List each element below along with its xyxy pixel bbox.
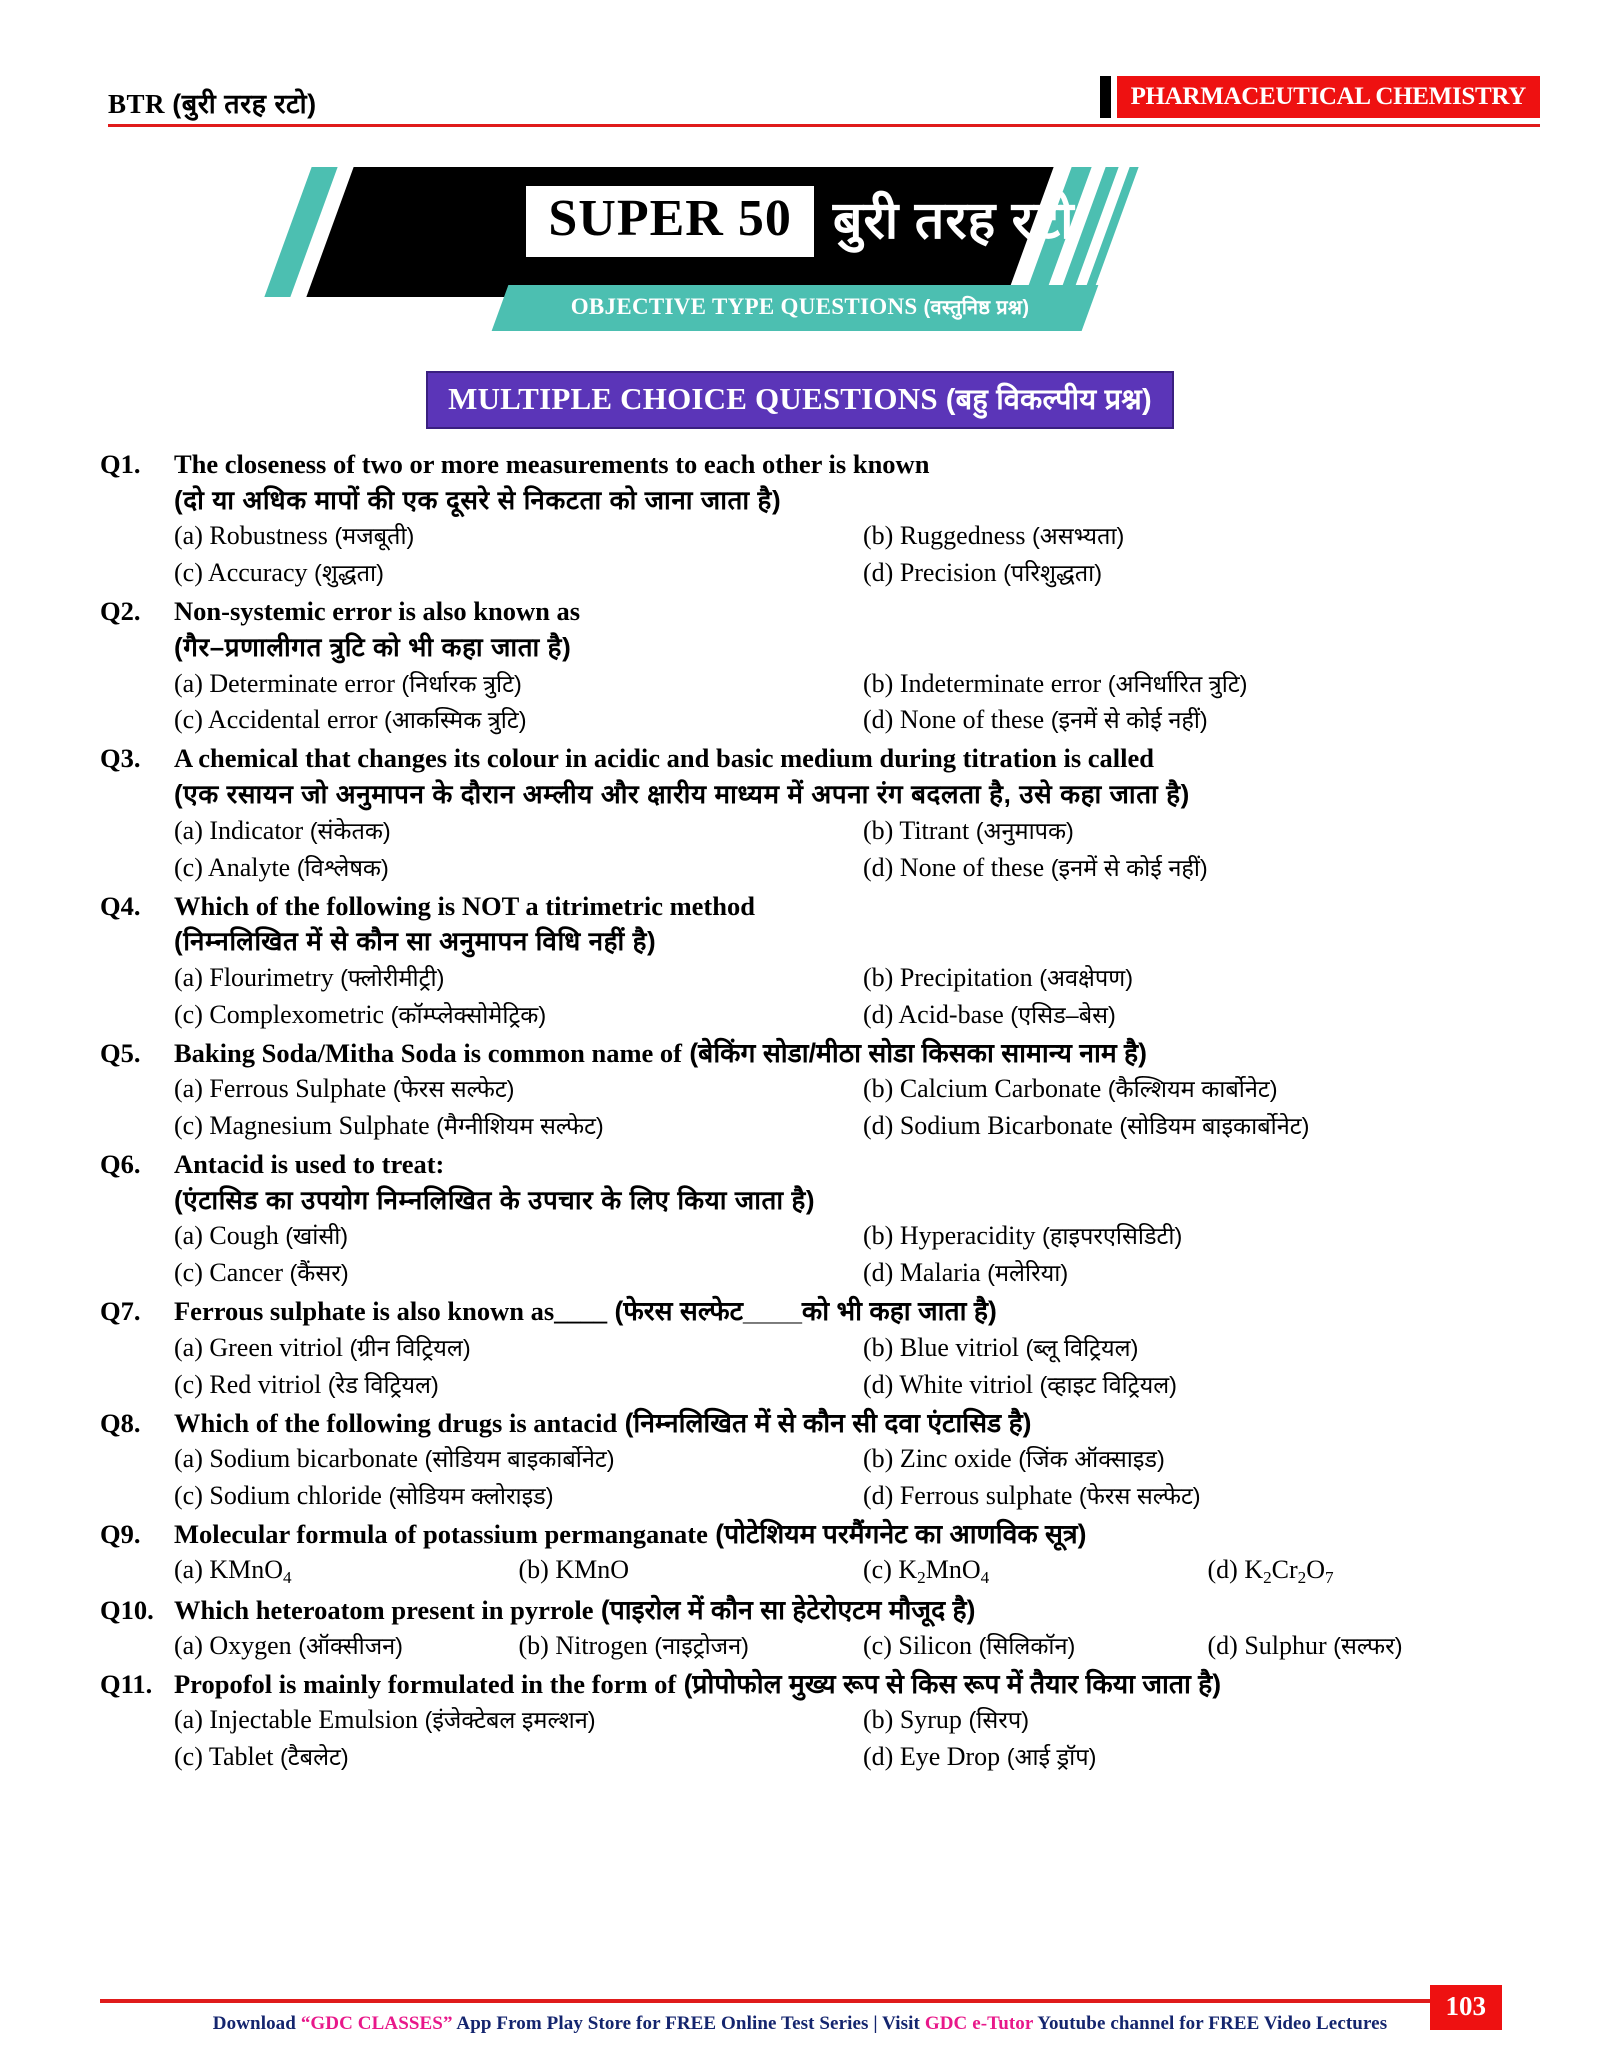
option-d[interactable] xyxy=(863,1108,1542,1145)
question-block xyxy=(100,1036,1542,1145)
option-a[interactable] xyxy=(174,518,853,555)
option-b[interactable] xyxy=(863,960,1542,997)
option-label-en: (b) Ruggedness xyxy=(863,521,1032,551)
option-grid xyxy=(174,1218,1542,1292)
option-a[interactable] xyxy=(174,960,853,997)
footer-part-1: Download xyxy=(212,2013,301,2034)
option-label-en: (b) Precipitation xyxy=(863,962,1040,992)
question-text xyxy=(174,594,1542,630)
header-divider xyxy=(108,124,1540,127)
footer-divider xyxy=(100,1999,1502,2003)
option-grid xyxy=(174,666,1542,740)
option-b[interactable] xyxy=(863,813,1542,850)
question-text-hi: (पाइरोल में कौन सा हेटेरोएटम मौजूद है) xyxy=(593,1594,976,1625)
option-label-en: (d) Acid-base xyxy=(863,999,1011,1029)
question-text xyxy=(174,1406,1542,1442)
question-heading xyxy=(100,1517,1542,1553)
question-number: Q3. xyxy=(100,743,141,774)
option-label-hi: (टैबलेट) xyxy=(279,1744,349,1771)
option-c[interactable] xyxy=(174,555,853,592)
option-label-en: (a) Robustness xyxy=(174,521,335,551)
option-label-hi: (कैल्शियम कार्बोनेट) xyxy=(1107,1076,1278,1103)
option-label-en: (b) Hyperacidity xyxy=(863,1221,1043,1251)
option-a[interactable]: (a) KMnO$_4$ xyxy=(174,1555,292,1588)
option-label-en: (c) Silicon xyxy=(863,1631,979,1661)
question-heading xyxy=(100,1294,1542,1330)
question-text-hi: (दो या अधिक मापों की एक दूसरे से निकटता को जाना जाता है) xyxy=(174,484,782,515)
option-label-en: (c) Magnesium Sulphate xyxy=(174,1111,437,1141)
option-label-hi: (फेरस सल्फेट) xyxy=(392,1076,515,1103)
option-label-en: (c) Red vitriol xyxy=(174,1369,328,1399)
option-c[interactable] xyxy=(174,850,853,887)
option-c[interactable] xyxy=(174,1739,853,1776)
question-number: Q8. xyxy=(100,1407,141,1438)
option-label-hi: (कैंसर) xyxy=(289,1260,349,1287)
option-label-hi: (इनमें से कोई नहीं) xyxy=(1050,854,1208,881)
option-label-hi: (नाइट्रोजन) xyxy=(654,1633,749,1660)
question-text-en: Antacid is used to treat: xyxy=(174,1149,445,1180)
option-grid xyxy=(174,813,1542,887)
option-label-hi: (आकस्मिक त्रुटि) xyxy=(384,707,527,734)
question-block xyxy=(100,889,1542,1034)
option-label-en: (c) Cancer xyxy=(174,1258,290,1288)
option-label-hi: (जिंक ऑक्साइड) xyxy=(1018,1446,1165,1473)
option-label-hi: (व्हाइट विट्रियल) xyxy=(1039,1371,1178,1398)
banner-objective-bar xyxy=(492,285,1099,331)
option-label-hi: (फेरस सल्फेट) xyxy=(1078,1482,1201,1509)
option-a[interactable] xyxy=(174,1071,853,1108)
question-number: Q9. xyxy=(100,1518,141,1549)
option-a[interactable] xyxy=(174,1441,853,1478)
option-c[interactable] xyxy=(174,1255,853,1292)
question-text xyxy=(174,1593,1542,1629)
question-text-en: Propofol is mainly formulated in the form of xyxy=(174,1668,677,1699)
option-label-hi: (अवक्षेपण) xyxy=(1039,964,1134,991)
option-label-hi: (इनमें से कोई नहीं) xyxy=(1050,707,1208,734)
option-label-en: (d) White vitriol xyxy=(863,1369,1040,1399)
option-label-hi: (खांसी) xyxy=(285,1223,349,1250)
option-label-hi: (सिरप) xyxy=(968,1707,1030,1734)
option-label-en: (d) Sulphur xyxy=(1207,1631,1334,1661)
option-label-en: (b) Blue vitriol xyxy=(863,1332,1026,1362)
question-number: Q1. xyxy=(100,449,141,479)
option-b[interactable] xyxy=(863,518,1542,555)
question-text-hi: (प्रोपोफोल मुख्य रूप से किस रूप में तैयार किया जाता है) xyxy=(676,1668,1222,1699)
question-text xyxy=(174,1036,1542,1072)
option-label-en: (b) Calcium Carbonate xyxy=(863,1074,1108,1104)
footer-part-2: App From Play Store for FREE Online Test Series | Visit xyxy=(452,2013,925,2034)
question-text-hi: (फेरस सल्फेट____को भी कहा जाता है) xyxy=(607,1296,997,1327)
option-label-en: (c) Tablet xyxy=(174,1742,280,1772)
question-text xyxy=(174,889,1542,925)
btr-label-hindi: (बुरी तरह रटो) xyxy=(172,89,317,119)
question-text-en: Ferrous sulphate is also known as____ xyxy=(174,1296,608,1327)
title-banner xyxy=(0,157,1600,357)
option-d[interactable] xyxy=(863,1255,1542,1292)
question-block xyxy=(100,1517,1542,1591)
option-label-en: (c) Complexometric xyxy=(174,999,391,1029)
question-block xyxy=(100,1147,1542,1292)
option-label-hi: (कॉम्प्लेक्सोमेट्रिक) xyxy=(390,1001,547,1028)
question-block xyxy=(100,1667,1542,1776)
option-b[interactable] xyxy=(863,1218,1542,1255)
option-b[interactable] xyxy=(863,1071,1542,1108)
question-text-en: The closeness of two or more measurements to each other is known xyxy=(174,449,930,479)
option-label-hi: (हाइपरएसिडिटी) xyxy=(1042,1223,1183,1250)
mcq-title-en: MULTIPLE CHOICE QUESTIONS xyxy=(448,381,938,416)
option-b[interactable] xyxy=(863,1702,1542,1739)
banner-black-block xyxy=(306,167,1053,297)
option-label-hi: (ब्लू विट्रियल) xyxy=(1025,1334,1139,1361)
objective-label-en: OBJECTIVE TYPE QUESTIONS xyxy=(570,294,918,319)
question-text-hi: (एंटासिड का उपयोग निम्नलिखित के उपचार के लिए किया जाता है) xyxy=(174,1184,816,1215)
option-label-hi: (सोडियम क्लोराइड) xyxy=(388,1482,554,1509)
question-number: Q2. xyxy=(100,596,141,627)
question-heading xyxy=(100,594,1542,630)
question-block xyxy=(100,741,1542,886)
option-label-hi: (सोडियम बाइकार्बोनेट) xyxy=(1119,1113,1310,1140)
option-label-hi: (आई ड्रॉप) xyxy=(1006,1744,1097,1771)
option-d[interactable]: (d) $K_2Cr_2O_7$ xyxy=(1207,1555,1334,1588)
question-text xyxy=(174,1147,1542,1183)
option-label-hi: (सिलिकॉन) xyxy=(978,1633,1076,1660)
option-label-hi: (मैग्नीशियम सल्फेट) xyxy=(436,1113,604,1140)
option-b[interactable] xyxy=(863,666,1542,703)
option-b[interactable] xyxy=(863,1441,1542,1478)
option-label-en: (c) Sodium chloride xyxy=(174,1480,389,1510)
option-label-en: (a) Injectable Emulsion xyxy=(174,1705,425,1735)
question-text-hi: (पोटेशियम परमैंगनेट का आणविक सूत्र) xyxy=(707,1518,1087,1549)
option-label-en: (d) Precision xyxy=(863,558,1004,588)
question-text-hi: (बेकिंग सोडा/मीठा सोडा किसका सामान्य नाम है) xyxy=(682,1037,1147,1068)
option-label-en: (b) Nitrogen xyxy=(518,1631,655,1661)
question-text xyxy=(174,447,1542,483)
subject-badge: PHARMACEUTICAL CHEMISTRY xyxy=(1117,76,1540,118)
option-label-hi: (असभ्यता) xyxy=(1031,523,1125,550)
option-grid xyxy=(174,1071,1542,1145)
section-bar-wrapper xyxy=(0,371,1600,429)
question-number: Q6. xyxy=(100,1149,141,1180)
option-label-en: (a) Indicator xyxy=(174,815,310,845)
question-heading xyxy=(100,447,1542,483)
question-text xyxy=(174,1667,1542,1703)
option-label-en: (b) Syrup xyxy=(863,1705,969,1735)
option-label-hi: (सोडियम बाइकार्बोनेट) xyxy=(424,1446,615,1473)
option-label-en: (d) Ferrous sulphate xyxy=(863,1480,1079,1510)
btr-abbrev: BTR xyxy=(108,89,166,119)
option-label-hi: (परिशुद्धता) xyxy=(1003,560,1103,587)
option-grid xyxy=(174,1552,1542,1590)
question-text xyxy=(174,741,1542,777)
option-label-en: (a) Oxygen xyxy=(174,1631,299,1661)
option-label-en: (b) Zinc oxide xyxy=(863,1444,1019,1474)
question-number: Q7. xyxy=(100,1296,141,1327)
question-text-en: A chemical that changes its colour in acidic and basic medium during titration is called xyxy=(174,743,1155,774)
btr-label xyxy=(108,91,317,118)
option-c[interactable]: (c) $K_2MnO_4$ xyxy=(863,1555,990,1588)
page-number-badge: 103 xyxy=(1430,1985,1503,2030)
option-d[interactable] xyxy=(863,997,1542,1034)
option-grid xyxy=(174,1441,1542,1515)
question-heading xyxy=(100,1406,1542,1442)
option-grid xyxy=(174,1702,1542,1776)
option-c[interactable] xyxy=(174,1367,853,1404)
option-label-hi: (सल्फर) xyxy=(1333,1633,1403,1660)
question-text-en: Molecular formula of potassium permanganate xyxy=(174,1518,708,1549)
question-text-en: Baking Soda/Mitha Soda is common name of xyxy=(174,1037,682,1068)
question-text xyxy=(174,1517,1542,1553)
footer-brand-gdc-etutor: GDC e-Tutor xyxy=(924,2013,1034,2034)
option-label-en: (b) Titrant xyxy=(863,815,976,845)
question-number: Q5. xyxy=(100,1037,141,1068)
question-heading xyxy=(100,1667,1542,1703)
subject-badge-wrapper xyxy=(1100,76,1540,118)
option-label-hi: (रेड विट्रियल) xyxy=(327,1371,439,1398)
option-a[interactable] xyxy=(174,1330,853,1367)
option-d[interactable] xyxy=(863,702,1542,739)
question-block xyxy=(100,594,1542,739)
question-text-en: Non-systemic error is also known as xyxy=(174,596,581,627)
footer-promo-text xyxy=(213,2013,1387,2035)
question-block xyxy=(100,1406,1542,1515)
option-label-en: (d) None of these xyxy=(863,852,1051,882)
question-heading xyxy=(100,1036,1542,1072)
question-text-hi: (निम्नलिखित में से कौन सी दवा एंटासिड है) xyxy=(617,1407,1032,1438)
question-block xyxy=(100,1593,1542,1665)
question-text xyxy=(174,1294,1542,1330)
option-b[interactable]: (b) KMnO xyxy=(518,1555,629,1585)
option-label-en: (c) Accuracy xyxy=(174,558,315,588)
option-d[interactable] xyxy=(1208,1628,1543,1665)
option-label-hi: (विश्लेषक) xyxy=(296,854,389,881)
option-label-hi: (ऑक्सीजन) xyxy=(298,1633,403,1660)
question-text-en: Which of the following drugs is antacid xyxy=(174,1407,618,1438)
option-d[interactable] xyxy=(863,1367,1542,1404)
option-label-en: (d) Malaria xyxy=(863,1258,988,1288)
option-label-en: (c) Accidental error xyxy=(174,705,385,735)
option-grid xyxy=(174,518,1542,592)
option-label-hi: (अनुमापक) xyxy=(975,817,1074,844)
option-a[interactable] xyxy=(174,1702,853,1739)
super-50-title: SUPER 50 xyxy=(525,185,814,258)
footer-row xyxy=(0,1991,1600,2035)
option-label-en: (d) None of these xyxy=(863,705,1051,735)
question-text-hi: (एक रसायन जो अनुमापन के दौरान अम्लीय और क्षारीय माध्यम में अपना रंग बदलता है, उसे कहा जाता है) xyxy=(174,778,1190,809)
page-footer xyxy=(0,1991,1600,2035)
option-grid xyxy=(174,1330,1542,1404)
mcq-section-bar xyxy=(426,371,1174,429)
option-grid xyxy=(174,1628,1542,1665)
option-grid xyxy=(174,960,1542,1034)
option-label-hi: (मजबूती) xyxy=(334,523,415,550)
option-label-en: (c) Analyte xyxy=(174,852,297,882)
option-b[interactable] xyxy=(519,1628,854,1665)
option-label-en: (d) Sodium Bicarbonate xyxy=(863,1111,1120,1141)
option-label-en: (a) Determinate error xyxy=(174,668,402,698)
option-d[interactable] xyxy=(863,850,1542,887)
option-c[interactable] xyxy=(863,1628,1198,1665)
option-label-en: (a) Ferrous Sulphate xyxy=(174,1074,393,1104)
question-heading xyxy=(100,741,1542,777)
option-label-hi: (एसिड–बेस) xyxy=(1010,1001,1116,1028)
question-text-en: Which heteroatom present in pyrrole xyxy=(174,1594,594,1625)
option-d[interactable] xyxy=(863,555,1542,592)
question-heading xyxy=(100,889,1542,925)
option-c[interactable] xyxy=(174,1108,853,1145)
option-label-en: (a) Cough xyxy=(174,1221,286,1251)
option-label-hi: (संकेतक) xyxy=(309,817,391,844)
objective-label-hi: (वस्तुनिष्ठ प्रश्न) xyxy=(923,297,1030,319)
option-a[interactable] xyxy=(174,1628,509,1665)
footer-brand-gdc-classes: “GDC CLASSES” xyxy=(300,2013,453,2034)
question-text-hi: (गैर–प्रणालीगत त्रुटि को भी कहा जाता है) xyxy=(174,631,572,662)
option-label-hi: (शुद्धता) xyxy=(314,560,384,587)
mcq-title-hi: (बहु विकल्पीय प्रश्न) xyxy=(945,384,1152,416)
page-header xyxy=(0,0,1600,118)
option-label-hi: (ग्रीन विट्रियल) xyxy=(349,1334,471,1361)
option-label-en: (a) Sodium bicarbonate xyxy=(174,1444,425,1474)
option-label-en: (b) Indeterminate error xyxy=(863,668,1108,698)
option-c[interactable] xyxy=(174,997,853,1034)
question-block xyxy=(100,1294,1542,1403)
footer-part-3: Youtube channel for FREE Video Lectures xyxy=(1033,2013,1388,2034)
question-block xyxy=(100,447,1542,592)
option-label-en: (a) Green vitriol xyxy=(174,1332,350,1362)
question-text-hi: (निम्नलिखित में से कौन सा अनुमापन विधि नहीं है) xyxy=(174,926,657,957)
option-c[interactable] xyxy=(174,702,853,739)
option-d[interactable] xyxy=(863,1478,1542,1515)
banner-hindi-title: बुरी तरह रटो xyxy=(832,192,1075,250)
option-c[interactable] xyxy=(174,1478,853,1515)
option-label-en: (d) Eye Drop xyxy=(863,1742,1007,1772)
option-label-hi: (मलेरिया) xyxy=(987,1260,1069,1287)
option-d[interactable] xyxy=(863,1739,1542,1776)
question-list xyxy=(0,429,1600,1776)
option-label-en: (a) Flourimetry xyxy=(174,962,341,992)
option-a[interactable] xyxy=(174,666,853,703)
question-number: Q11. xyxy=(100,1668,153,1699)
question-heading xyxy=(100,1593,1542,1629)
question-number: Q4. xyxy=(100,890,141,921)
question-number: Q10. xyxy=(100,1594,154,1625)
option-a[interactable] xyxy=(174,813,853,850)
option-label-hi: (अनिर्धारित त्रुटि) xyxy=(1107,670,1248,697)
option-a[interactable] xyxy=(174,1218,853,1255)
badge-tick-icon xyxy=(1100,76,1111,118)
question-heading xyxy=(100,1147,1542,1183)
option-label-hi: (इंजेक्टेबल इमल्शन) xyxy=(424,1707,596,1734)
question-text-en: Which of the following is NOT a titrimetric method xyxy=(174,890,755,921)
option-label-hi: (फ्लोरीमीट्री) xyxy=(340,964,445,991)
option-label-hi: (निर्धारक त्रुटि) xyxy=(401,670,522,697)
option-b[interactable] xyxy=(863,1330,1542,1367)
